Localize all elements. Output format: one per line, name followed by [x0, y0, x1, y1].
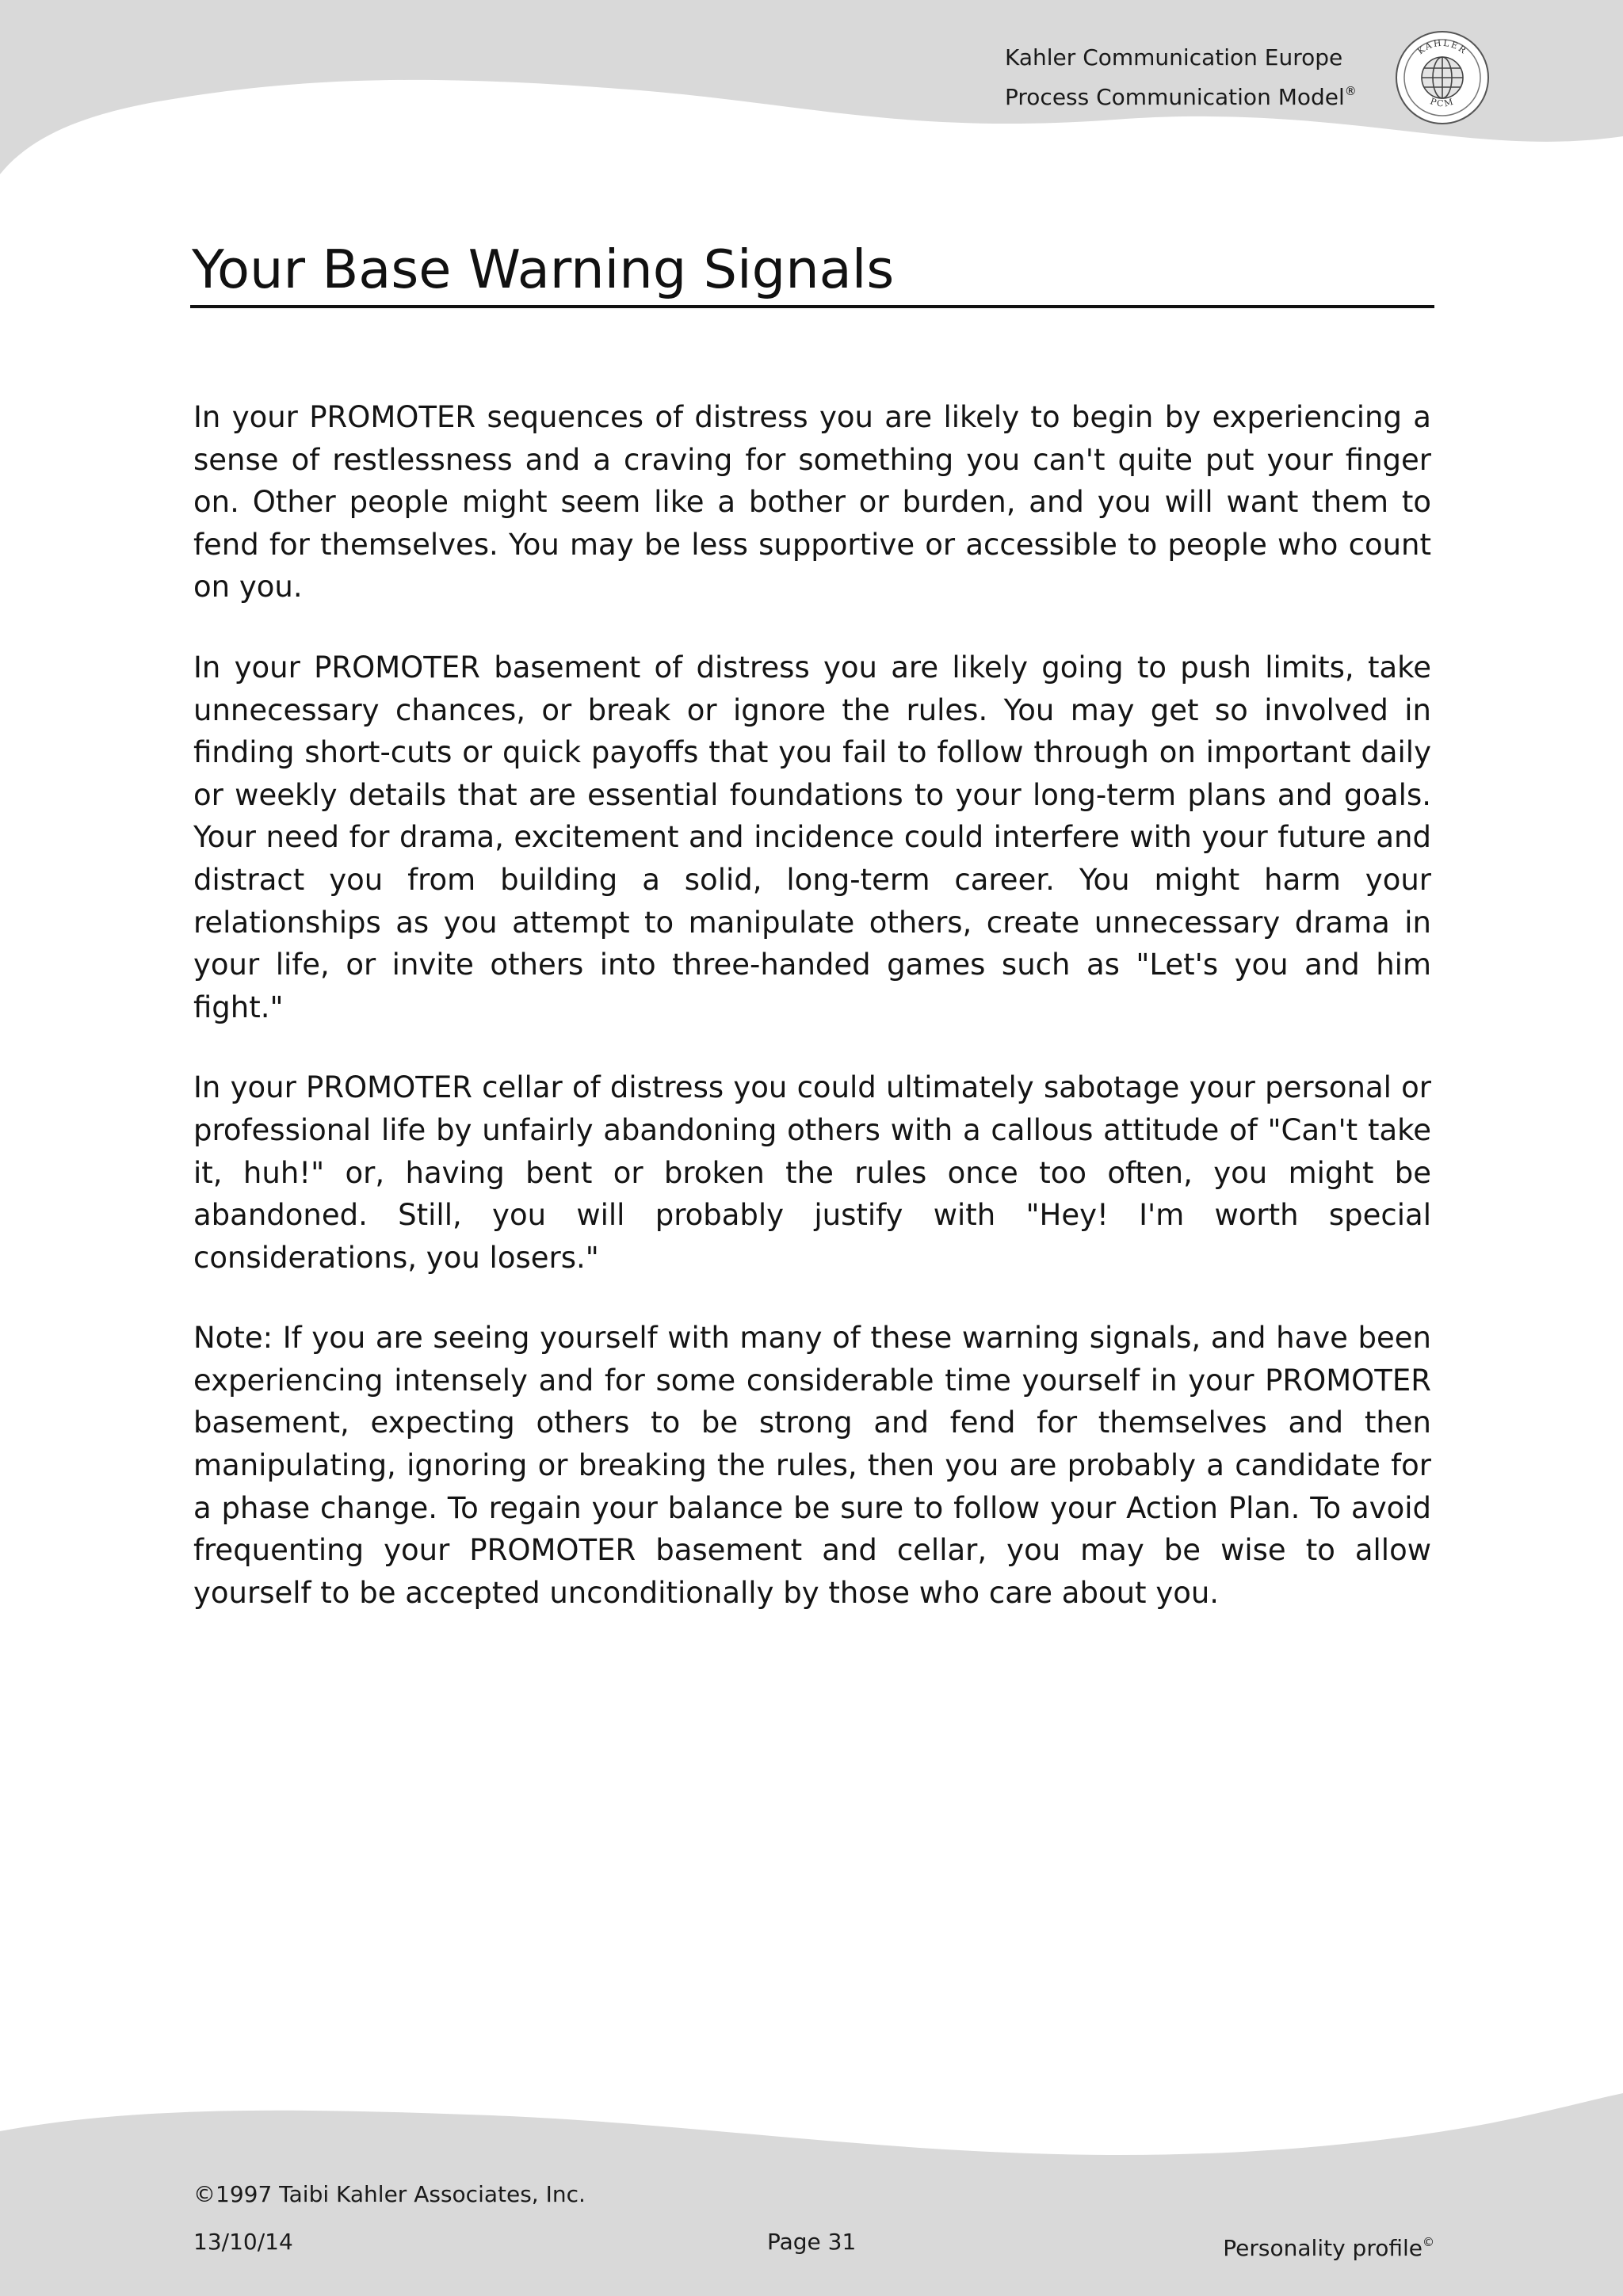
header-model-label: Process Communication Model: [1005, 84, 1345, 110]
header-branding: [1005, 41, 1357, 114]
registered-mark: ®: [1344, 84, 1357, 98]
paragraph-sequences: In your PROMOTER sequences of distress you are likely to begin by experiencing a sense of restlessness and a craving for something you can't quite put your finger on. Other people might seem like a bother or burden, and you will want them to fend for themselves. You may be less supportive or accessible to people who count on you.: [193, 400, 1431, 605]
paragraph-basement: In your PROMOTER basement of distress you are likely going to push limits, take unnecessary chances, or break or ignore the rules. You may get so involved in finding short-cuts or quick payoffs that you fail to follow through on important daily or weekly details that are essential foundations to your long-term plans and goals. Your need for drama, excitement and incidence could interfere with your future and distract you from building a solid, long-term career. You might harm your relationships as you attempt to manipulate others, create unnecessary drama in your life, or invite others into three-handed games such as "Let's you and him fight.": [193, 650, 1431, 1024]
kahler-pcm-logo: [1393, 29, 1491, 127]
paragraph-note: Note: If you are seeing yourself with many of these warning signals, and have been experiencing intensely and for some considerable time yourself in your PROMOTER basement, expecting others to be strong and fend for themselves and then manipulating, ignoring or breaking the rules, then you are probably a candidate for a phase change. To regain your balance be sure to follow your Action Plan. To avoid frequenting your PROMOTER basement and cellar, you may be wise to allow yourself to be accepted unconditionally by those who care about you.: [193, 1321, 1431, 1610]
globe-icon: [1422, 57, 1463, 98]
logo-top-text: KAHLER: [1415, 37, 1469, 57]
copyright-mark: ©: [1423, 2235, 1434, 2249]
footer-date: 13/10/14: [193, 2229, 293, 2255]
title-underline: [190, 305, 1434, 308]
paragraph-cellar: In your PROMOTER cellar of distress you could ultimately sabotage your personal or professional life by unfairly abandoning others with a callous attitude of "Can't take it, huh!" or, having bent or broken the rules once too often, you might be abandoned. Still, you will probably justify with "Hey! I'm worth special considerations, you losers.": [193, 1070, 1431, 1275]
page-title: Your Base Warning Signals: [192, 238, 895, 300]
header-wave-decoration: [0, 0, 1623, 190]
footer-profile: [1223, 2228, 1434, 2263]
header-company-name: Kahler Communication Europe: [1005, 44, 1343, 71]
logo-bottom-text: PCM: [1428, 96, 1456, 109]
header-model-name: [1005, 74, 1357, 114]
footer-page-number: Page 31: [767, 2229, 857, 2255]
footer-copyright: ©1997 Taibi Kahler Associates, Inc.: [193, 2181, 586, 2207]
footer-profile-label: Personality profile: [1223, 2235, 1423, 2261]
body-text: [193, 396, 1431, 1652]
